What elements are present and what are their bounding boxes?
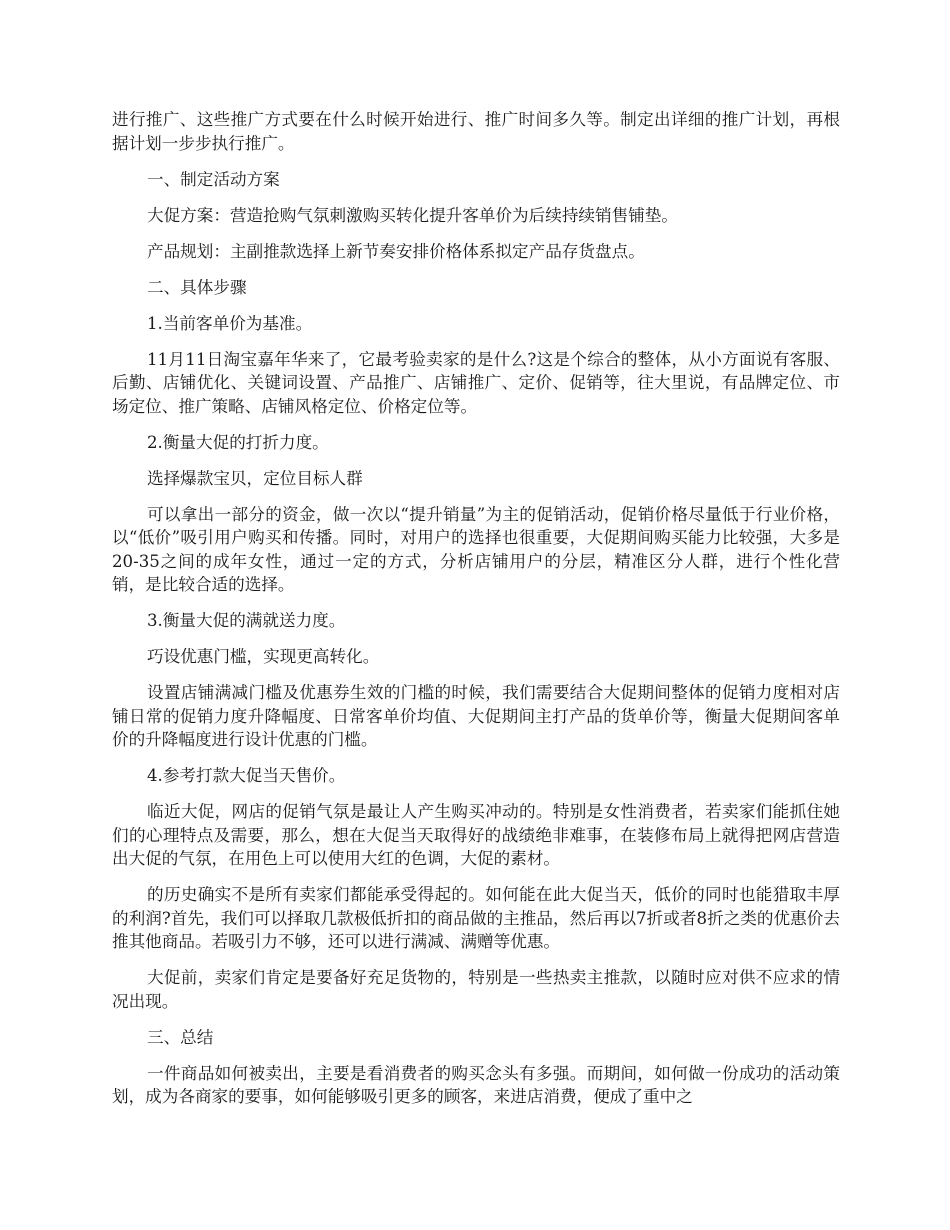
step-4-heading: 4.参考打款大促当天售价。 [147,766,346,785]
paragraph-step-2: 可以拿出一部分的资金，做一次以“提升销量”为主的促销活动，促销价格尽量低于行业价格，以“低价”吸引用户购买和传播。同时，对用户的选择也很重要，大促期间购买能力比较强，大多是20-35之间的成年女性，通过一定的方式，分析店铺用户的分层，精准区分人群，进行个性化营销，是比较合适的选择。 [112,504,840,594]
paragraph-promotion-scheme: 大促方案：营造抢购气氛刺激购买转化提升客单价为后续持续销售铺垫。 [147,205,678,225]
paragraph-step-4-pricing: 的历史确实不是所有卖家们都能承受得起的。如何能在此大促当天，低价的同时也能猎取丰厚的利润?首先，我们可以择取几款极低折扣的商品做的主推品，然后再以7折或者8折之类的优惠价去推其他商品。若吸引力不够，还可以进行满减、满赠等优惠。 [112,885,840,951]
document-page [112,108,840,1121]
paragraph-summary: 一件商品如何被卖出，主要是看消费者的购买念头有多强。而期间，如何做一份成功的活动策划，成为各商家的要事，如何能够吸引更多的顾客，来进店消费，便成了重中之 [112,1063,840,1106]
paragraph-step-3: 设置店铺满减门槛及优惠券生效的门槛的时候，我们需要结合大促期间整体的促销力度相对店铺日常的促销力度升降幅度、日常客单价均值、大促期间主打产品的货单价等，衡量大促期间客单价的升降幅度进行设计优惠的门槛。 [112,683,840,749]
heading-section-2: 二、具体步骤 [147,277,247,297]
subheading-target-audience: 选择爆款宝贝，定位目标人群 [147,468,363,488]
step-1-heading: 1.当前客单价为基准。 [147,313,313,333]
paragraph-product-planning: 产品规划：主副推款选择上新节奏安排价格体系拟定产品存货盘点。 [147,241,645,261]
step-3-heading: 3.衡量大促的满就送力度。 [147,611,346,630]
subheading-discount-threshold: 巧设优惠门槛，实现更高转化。 [147,647,380,666]
step-2-heading: 2.衡量大促的打折力度。 [147,432,329,452]
heading-section-3: 三、总结 [147,1027,214,1047]
paragraph-promotion-plan: 进行推广、这些推广方式要在什么时候开始进行、推广时间多久等。制定出详细的推广计划，再根据计划一步步执行推广。 [112,110,840,153]
paragraph-step-4-atmosphere: 临近大促，网店的促销气氛是最让人产生购买冲动的。特别是女性消费者，若卖家们能抓住她们的心理特点及需要，那么，想在大促当天取得好的战绩绝非难事，在装修布局上就得把网店营造出大促的气氛，在用色上可以使用大红的色调，大促的素材。 [112,802,840,868]
heading-section-1: 一、制定活动方案 [147,169,280,189]
paragraph-step-1: 11月11日淘宝嘉年华来了，它最考验卖家的是什么?这是个综合的整体，从小方面说有客服、后勤、店铺优化、关键词设置、产品推广、店铺推广、定价、促销等，往大里说，有品牌定位、市场定位、推广策略、店铺风格定位、价格定位等。 [112,349,840,416]
paragraph-step-4-stock: 大促前，卖家们肯定是要备好充足货物的，特别是一些热卖主推款，以随时应对供不应求的情况出现。 [112,968,840,1011]
